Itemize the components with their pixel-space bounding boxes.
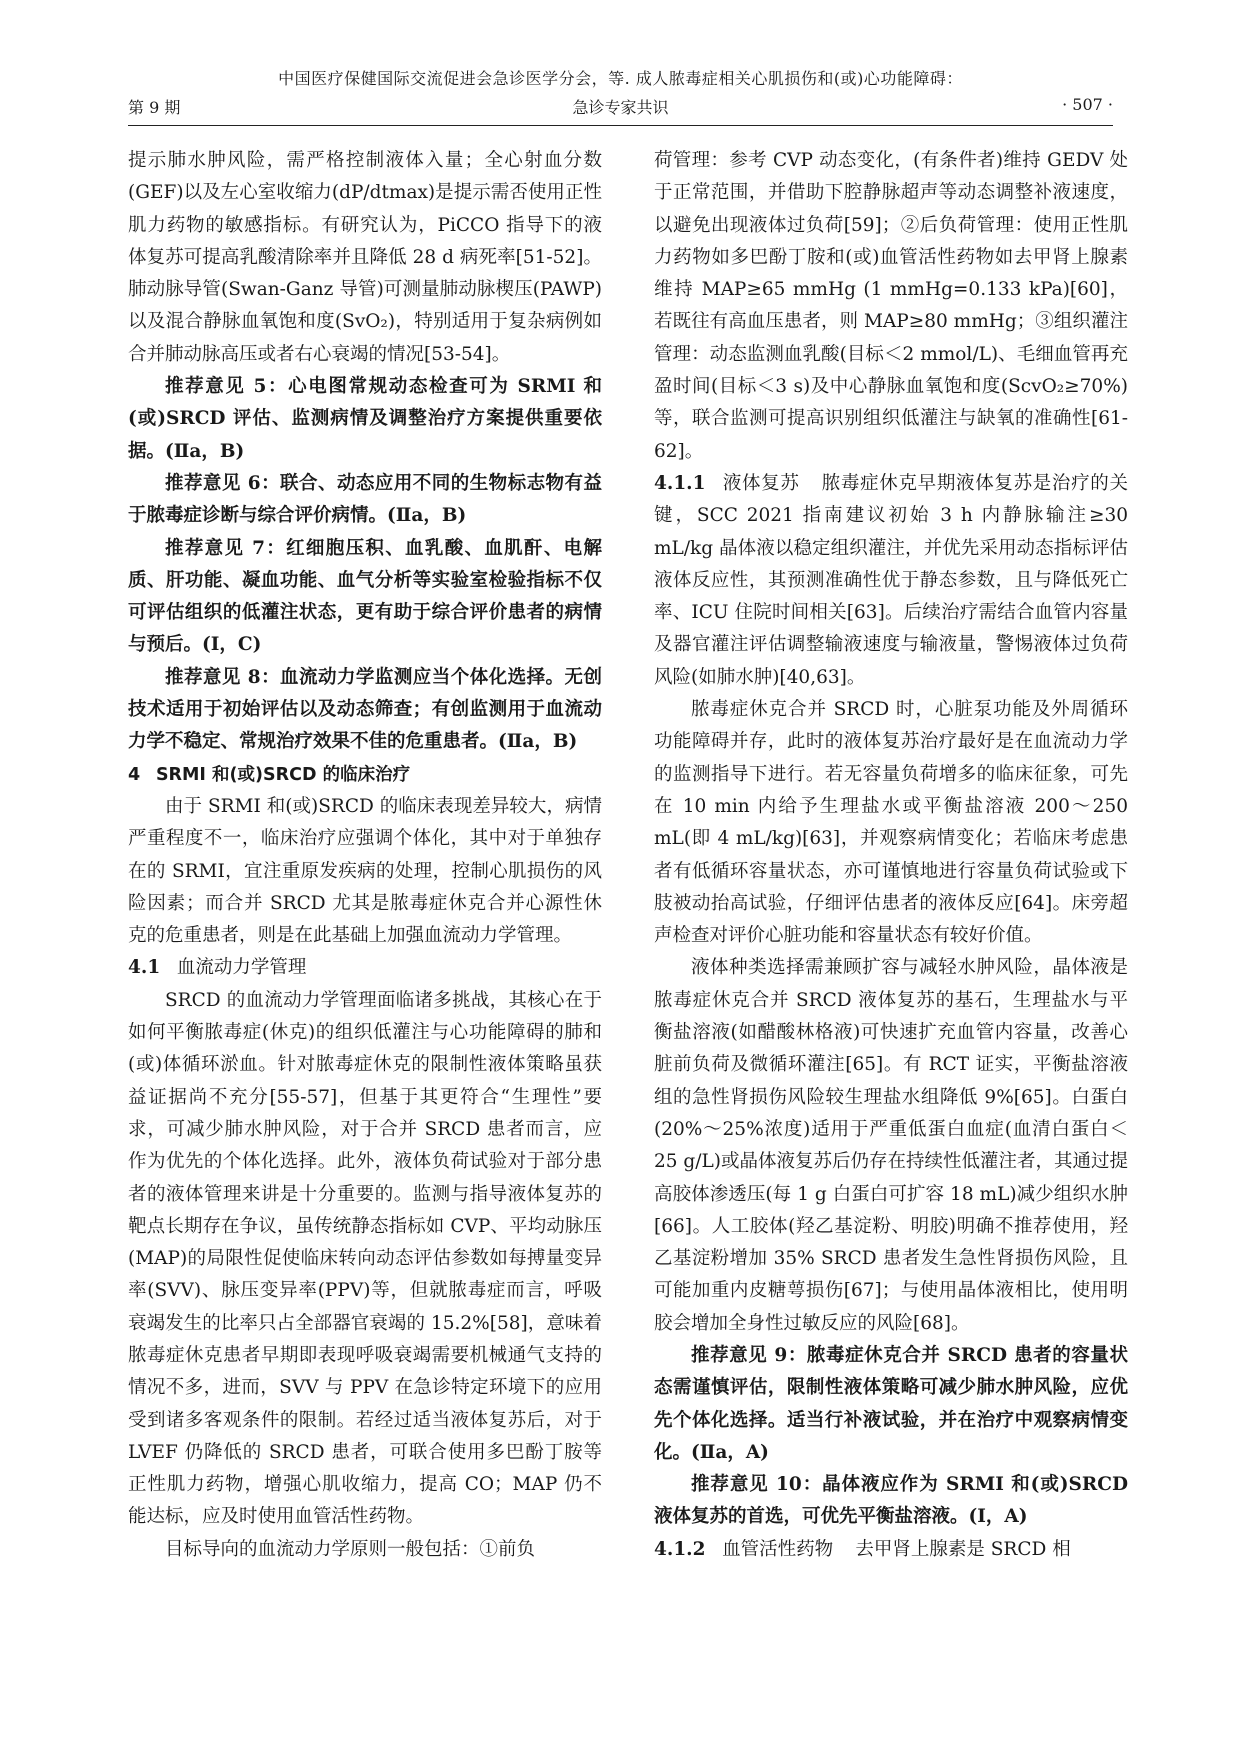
- paragraph: SRCD 的血流动力学管理面临诸多挑战，其核心在于如何平衡脓毒症(休克)的组织低灌注与心功能障碍的肺和(或)体循环淤血。针对脓毒症休克的限制性液体策略虽获益证据尚不充分[55-57]，但基于其更符合“生理性”要求，可减少肺水肿风险，对于合并 SRCD 患者而言，应作为优先的个体化选择。此外，液体负荷试验对于部分患者的液体管理来讲是十分重要的。监测与指导液体复苏的靶点长期存在争议，虽传统静态指标如 CVP、平均动脉压(MAP)的局限性促使临床转向动态评估参数如每搏量变异率(SVV)、脉压变异率(PPV)等，但就脓毒症而言，呼吸衰竭发生的比率只占全部器官衰竭的 15.2%[58]，意味着脓毒症休克患者早期即表现呼吸衰竭需要机械通气支持的情况不多，进而，SVV 与 PPV 在急诊特定环境下的应用受到诸多客观条件的限制。若经过适当液体复苏后，对于 LVEF 仍降低的 SRCD 患者，可联合使用多巴酚丁胺等正性肌力药物，增强心肌收缩力，提高 CO；MAP 仍不能达标，应及时使用血管活性药物。: [128, 989, 602, 1528]
- subsection-4-1-2: [654, 1534, 1128, 1566]
- paragraph: 荷管理：参考 CVP 动态变化，(有条件者)维持 GEDV 处于正常范围，并借助下腔静脉超声等动态调整补液速度，以避免出现液体过负荷[59]；②后负荷管理：使用正性肌力药物如多巴酚丁胺和(或)血管活性药物如去甲肾上腺素维持 MAP≥65 mmHg (1 mmHg=0.133 kPa)[60]，若既往有高血压患者，则 MAP≥80 mmHg；③组织灌注管理：动态监测血乳酸(目标＜2 mmol/L)、毛细血管再充盈时间(目标＜3 s)及中心静脉血氧饱和度(ScvO₂≥70%)等，联合监测可提高识别组织低灌注与缺氧的准确性[61-62]。: [654, 150, 1128, 462]
- subsection-4-1-1: [654, 468, 1128, 694]
- running-header: [128, 95, 1113, 121]
- paragraph: 脓毒症休克合并 SRCD 时，心脏泵功能及外周循环功能障碍并存，此时的液体复苏治疗最好是在血流动力学的监测指导下进行。若无容量负荷增多的临床征象，可先在 10 min 内给予生理盐水或平衡盐溶液 200～250 mL(即 4 mL/kg)[63]，并观察病情变化；若临床考虑患者有低循环容量状态，亦可谨慎地进行容量负荷试验或下肢被动抬高试验，仔细评估患者的液体反应[64]。床旁超声检查对评价心脏功能和容量状态有较好价值。: [654, 699, 1128, 947]
- section-number: 4: [128, 764, 141, 785]
- section-number: 4.1.1: [654, 472, 706, 494]
- left-column: [128, 145, 602, 1566]
- section-number: 4.1: [128, 957, 161, 979]
- running-citation: 中国医疗保健国际交流促进会急诊医学分会，等. 成人脓毒症相关心肌损伤和(或)心功能障碍：: [278, 69, 963, 88]
- section-title: 血流动力学管理: [176, 957, 307, 979]
- section-title: SRMI 和(或)SRCD 的临床治疗: [155, 764, 411, 785]
- paragraph: 提示肺水肿风险，需严格控制液体入量；全心射血分数(GEF)以及左心室收缩力(dP/dtmax)是提示需否使用正性肌力药物的敏感指标。有研究认为，PiCCO 指导下的液体复苏可提高乳酸清除率并且降低 28 d 病死率[51-52]。肺动脉导管(Swan-Ganz 导管)可测量肺动脉楔压(PAWP)以及混合静脉血氧饱和度(SvO₂)，特别适用于复杂病例如合并肺动脉高压或者右心衰竭的情况[53-54]。: [128, 150, 602, 365]
- section-name: 急诊专家共识: [572, 98, 669, 117]
- paragraph-text: 脓毒症休克早期液体复苏是治疗的关键，SCC 2021 指南建议初始 3 h 内静脉输注≥30 mL/kg 晶体液以稳定组织灌注，并优先采用动态指标评估液体反应性，其预测准确性优于静态参数，且与降低死亡率、ICU 住院时间相关[63]。后续治疗需结合血管内容量及器官灌注评估调整输液速度与输液量，警惕液体过负荷风险(如肺水肿)[40,63]。: [654, 472, 1128, 688]
- paragraph: 目标导向的血流动力学原则一般包括：①前负: [165, 1538, 536, 1560]
- recommendation-7: 推荐意见 7：红细胞压积、血乳酸、血肌酐、电解质、肝功能、凝血功能、血气分析等实验室检验指标不仅可评估组织的低灌注状态，更有助于综合评价患者的病情与预后。(Ⅰ，C): [128, 537, 602, 656]
- paragraph: 液体种类选择需兼顾扩容与减轻水肿风险，晶体液是脓毒症休克合并 SRCD 液体复苏的基石，生理盐水与平衡盐溶液(如醋酸林格液)可快速扩充血管内容量，改善心脏前负荷及微循环灌注[65]。有 RCT 证实，平衡盐溶液组的急性肾损伤风险较生理盐水组降低 9%[65]。白蛋白(20%～25%浓度)适用于严重低蛋白血症(血清白蛋白＜25 g/L)或晶体液复苏后仍存在持续性低灌注者，其通过提高胶体渗透压(每 1 g 白蛋白可扩容 18 mL)减少组织水肿[66]。人工胶体(羟乙基淀粉、明胶)明确不推荐使用，羟乙基淀粉增加 35% SRCD 患者发生急性肾损伤风险，且可能加重内皮糖萼损伤[67]；与使用晶体液相比，使用明胶会增加全身性过敏反应的风险[68]。: [654, 957, 1129, 1334]
- page-number: · 507 ·: [1062, 95, 1113, 114]
- section-number: 4.1.2: [654, 1538, 706, 1560]
- section-heading-4: [128, 759, 602, 791]
- recommendation-10: 推荐意见 10：晶体液应作为 SRMI 和(或)SRCD 液体复苏的首选，可优先平衡盐溶液。(Ⅰ，A): [654, 1474, 1128, 1528]
- recommendation-5: 推荐意见 5：心电图常规动态检查可为 SRMI 和(或)SRCD 评估、监测病情及调整治疗方案提供重要依据。(Ⅱa，B): [128, 376, 602, 462]
- right-column: [654, 145, 1128, 1566]
- paragraph: 由于 SRMI 和(或)SRCD 的临床表现差异较大，病情严重程度不一，临床治疗应强调个体化，其中对于单独存在的 SRMI，宜注重原发疾病的处理，控制心肌损伤的风险因素；而合并 SRCD 尤其是脓毒症休克合并心源性休克的危重患者，则是在此基础上加强血流动力学管理。: [128, 795, 602, 947]
- issue-number: 第 9 期: [128, 98, 181, 117]
- section-title: 血管活性药物: [722, 1538, 834, 1560]
- recommendation-6: 推荐意见 6：联合、动态应用不同的生物标志物有益于脓毒症诊断与综合评价病情。(Ⅱa，B): [128, 472, 602, 527]
- section-heading-4-1: [128, 952, 602, 984]
- recommendation-8: 推荐意见 8：血流动力学监测应当个体化选择。无创技术适用于初始评估以及动态筛查；有创监测用于血流动力学不稳定、常规治疗效果不佳的危重患者。(Ⅱa，B): [128, 666, 602, 753]
- header-rule: [128, 125, 1113, 126]
- section-title: 液体复苏: [722, 472, 800, 494]
- recommendation-9: 推荐意见 9：脓毒症休克合并 SRCD 患者的容量状态需谨慎评估，限制性液体策略可减少肺水肿风险，应优先个体化选择。适当行补液试验，并在治疗中观察病情变化。(Ⅱa，A): [654, 1344, 1128, 1463]
- paragraph-text: 去甲肾上腺素是 SRCD 相: [855, 1538, 1071, 1560]
